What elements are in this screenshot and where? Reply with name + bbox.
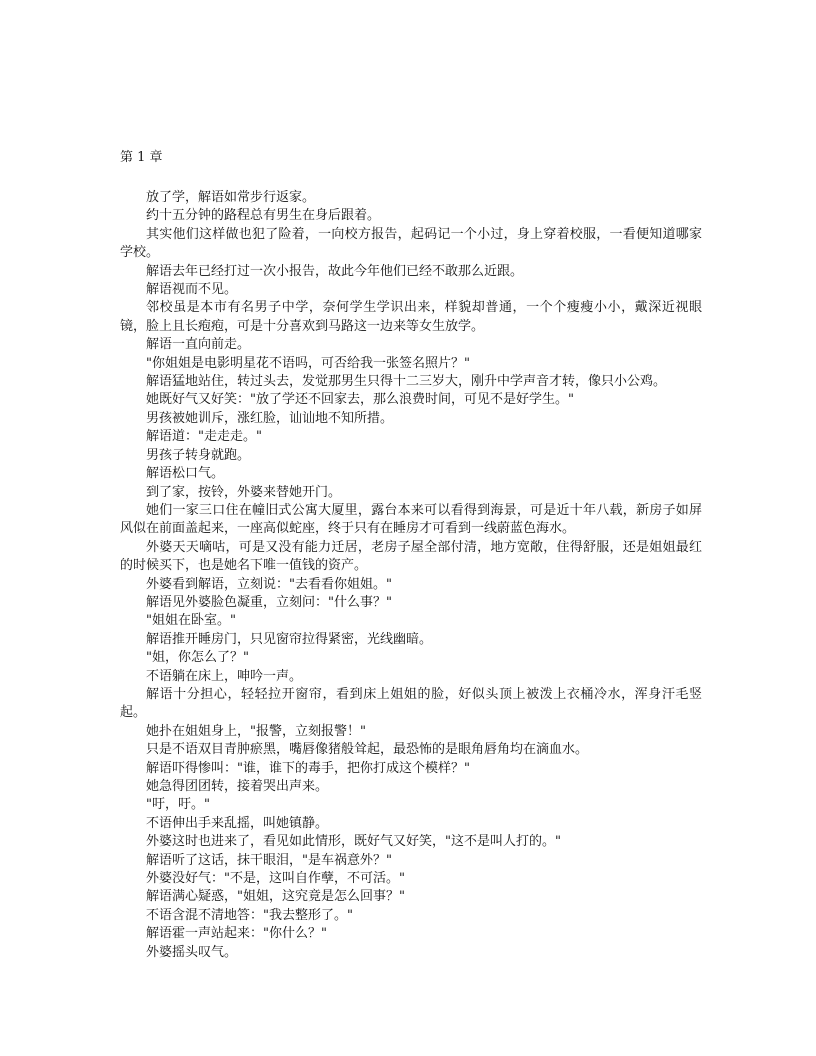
paragraph: 男孩被她训斥，涨红脸，讪讪地不知所措。 (146, 410, 394, 426)
paragraph: 解语推开睡房门，只见窗帘拉得紧密，光线幽暗。 (146, 631, 433, 647)
chapter-body (120, 189, 702, 962)
paragraph: 外婆没好气："不是，这叫自作孽，不可活。" (146, 871, 405, 887)
paragraph: 男孩子转身就跑。 (146, 447, 251, 463)
paragraph: 解语十分担心，轻轻拉开窗帘，看到床上姐姐的脸，好似头顶上被泼上衣桶冷水，浑身汗毛竖起。 (120, 686, 702, 721)
paragraph: 解语满心疑惑，"姐姐，这究竟是怎么回事？" (146, 889, 405, 905)
paragraph: 外婆这时也进来了，看见如此情形，既好气又好笑，"这不是叫人打的。" (146, 834, 561, 850)
paragraph: 解语吓得惨叫："谁，谁下的毒手，把你打成这个模样？" (146, 760, 470, 776)
paragraph: 解语道："走走走。" (146, 429, 262, 445)
paragraph: 外婆天天嘀咕，可是又没有能力迁居，老房子屋全部付清，地方宽敞，住得舒服，还是姐姐最红的时候买下，也是她名下唯一值钱的资产。 (120, 539, 702, 574)
paragraph: 其实他们这样做也犯了险着，一向校方报告，起码记一个小过，身上穿着校服，一看便知道哪家学校。 (120, 226, 702, 261)
paragraph: 解语霍一声站起来："你什么？" (146, 926, 327, 942)
chapter-title: 第 1 章 (120, 150, 163, 165)
paragraph: 到了家，按铃，外婆来替她开门。 (146, 484, 342, 500)
document-page (120, 149, 702, 962)
paragraph: "吁，吁。" (146, 797, 210, 813)
paragraph: 邻校虽是本市有名男子中学，奈何学生学识出来，样貌却普通，一个个瘦瘦小小，戴深近视眼镜，脸上且长疱疱，可是十分喜欢到马路这一边来等女生放学。 (120, 300, 702, 334)
paragraph: 她扑在姐姐身上，"报警，立刻报警！" (146, 723, 366, 739)
paragraph: "你姐姐是电影明星花不语吗，可否给我一张签名照片？" (146, 355, 470, 371)
paragraph: 她们一家三口住在幢旧式公寓大厦里，露台本来可以看得到海景，可是近十年八载，新房子如屏风似在前面盖起来，一座高似蛇座，终于只有在睡房才可看到一线蔚蓝色海水。 (120, 502, 702, 537)
paragraph: 不语伸出手来乱摇，叫她镇静。 (146, 815, 329, 831)
paragraph: 解语见外婆脸色凝重，立刻问："什么事？" (146, 594, 392, 610)
paragraph: "姐姐在卧室。" (146, 613, 236, 629)
paragraph: 约十五分钟的路程总有男生在身后跟着。 (146, 208, 381, 224)
paragraph: 只是不语双目青肿瘀黑，嘴唇像猪般耸起，最恐怖的是眼角唇角均在滴血水。 (146, 742, 589, 758)
paragraph: 解语松口气。 (146, 466, 225, 482)
paragraph: 解语一直向前走。 (146, 337, 251, 353)
paragraph: 解语去年已经打过一次小报告，故此今年他们已经不敢那么近跟。 (146, 263, 524, 279)
paragraph: 她急得团团转，接着哭出声来。 (146, 779, 329, 794)
paragraph: 不语躺在床上，呻吟一声。 (146, 668, 303, 684)
paragraph: 解语视而不见。 (146, 282, 238, 298)
paragraph: 不语含混不清地答："我去整形了。" (146, 907, 353, 923)
paragraph: "姐，你怎么了？" (146, 650, 249, 666)
paragraph: 放了学，解语如常步行返家。 (146, 190, 316, 205)
paragraph: 她既好气又好笑："放了学还不回家去，那么浪费时间，可见不是好学生。" (146, 392, 574, 408)
paragraph: 解语听了这话，抹干眼泪，"是车祸意外？" (146, 852, 392, 868)
paragraph: 解语猛地站住，转过头去，发觉那男生只得十二三岁大，刚升中学声音才转，像只小公鸡。 (146, 374, 667, 390)
paragraph: 外婆看到解语，立刻说："去看看你姐姐。" (146, 576, 392, 592)
paragraph: 外婆摇头叹气。 (146, 944, 238, 960)
